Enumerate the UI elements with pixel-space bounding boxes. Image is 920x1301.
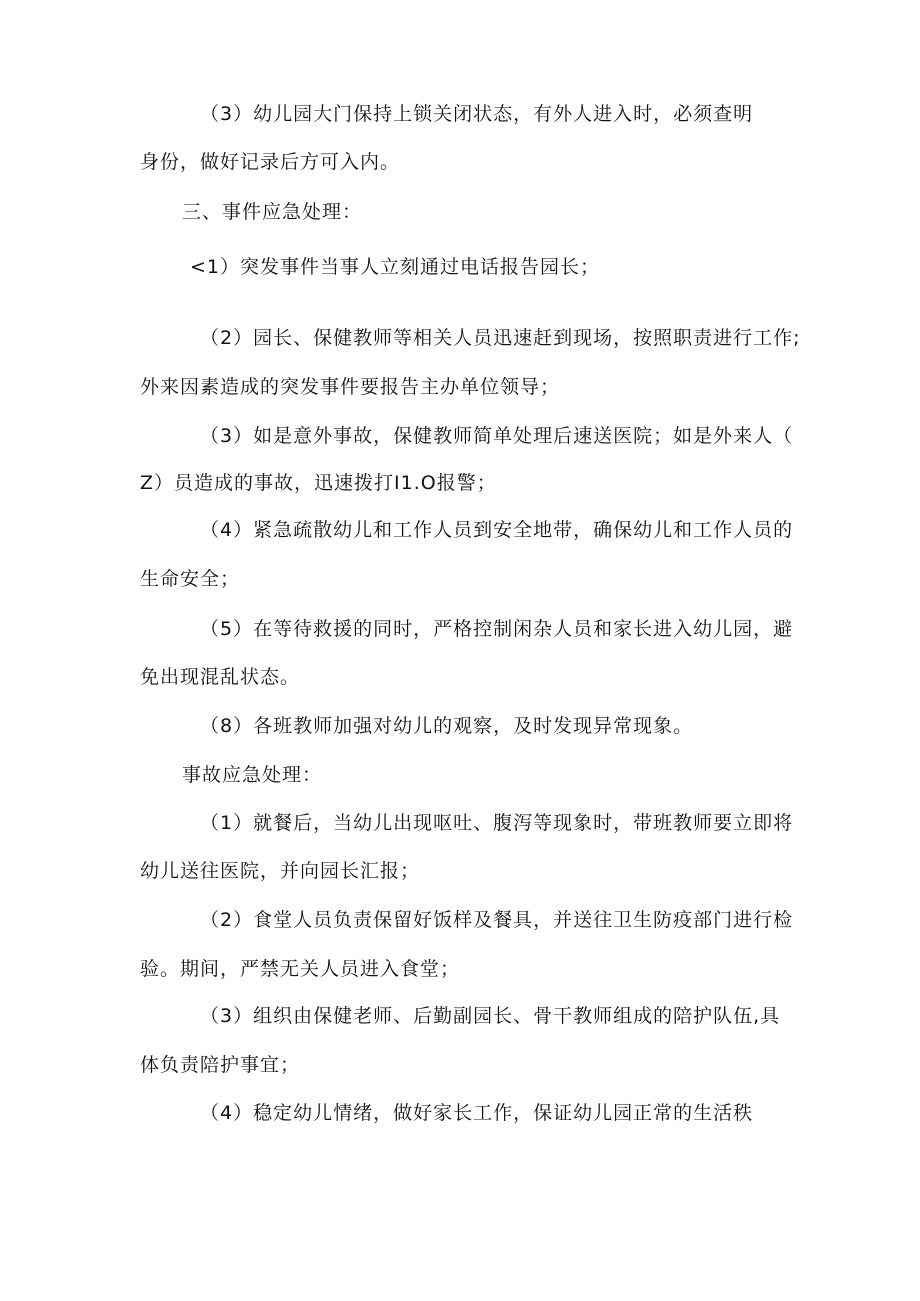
paragraph-line: 验。期间，严禁无关人员进入食堂；: [140, 958, 461, 980]
paragraph-line: （2）园长、保健教师等相关人员迅速赶到现场，按照职责进行工作;: [200, 327, 801, 349]
section-heading: 事故应急处理：: [182, 764, 323, 786]
paragraph-line: （3）组织由保健老师、后勤副园长、骨干教师组成的陪护队伍,具: [200, 1005, 781, 1027]
paragraph-line: 外来因素造成的突发事件要报告主办单位领导；: [140, 376, 561, 398]
paragraph-line: （3）幼儿园大门保持上锁关闭状态，有外人进入时，必须查明: [200, 103, 754, 125]
paragraph-line: （3）如是意外事故，保健教师简单处理后速送医院；如是外来人（: [200, 425, 794, 447]
paragraph-line: （5）在等待救援的同时，严格控制闲杂人员和家长进入幼儿园，避: [200, 618, 794, 640]
paragraph-line: 身份，做好记录后方可入内。: [140, 151, 401, 173]
section-heading: 三、事件应急处理：: [182, 201, 363, 223]
paragraph-line: （4）稳定幼儿情绪，做好家长工作，保证幼儿园正常的生活秩: [200, 1102, 754, 1124]
paragraph-line: （4）紧急疏散幼儿和工作人员到安全地带，确保幼儿和工作人员的: [200, 519, 794, 541]
paragraph-line: （8）各班教师加强对幼儿的观察，及时发现异常现象。: [200, 715, 694, 737]
paragraph-line: （1）就餐后，当幼儿出现呕吐、腹泻等现象时，带班教师要立即将: [200, 812, 794, 834]
paragraph-line: 体负责陪护事宜；: [140, 1054, 301, 1076]
paragraph-line: （2）食堂人员负责保留好饭样及餐具，并送往卫生防疫部门进行检: [200, 909, 794, 931]
paragraph-line: 免出现混乱状态。: [140, 666, 301, 688]
paragraph-line: Z）员造成的事故，迅速拨打I1.O报警；: [140, 472, 497, 494]
paragraph-line: 生命安全；: [140, 568, 241, 590]
paragraph-line: <1）突发事件当事人立刻通过电话报告园长；: [190, 256, 601, 278]
paragraph-line: 幼儿送往医院，并向园长汇报；: [140, 860, 421, 882]
